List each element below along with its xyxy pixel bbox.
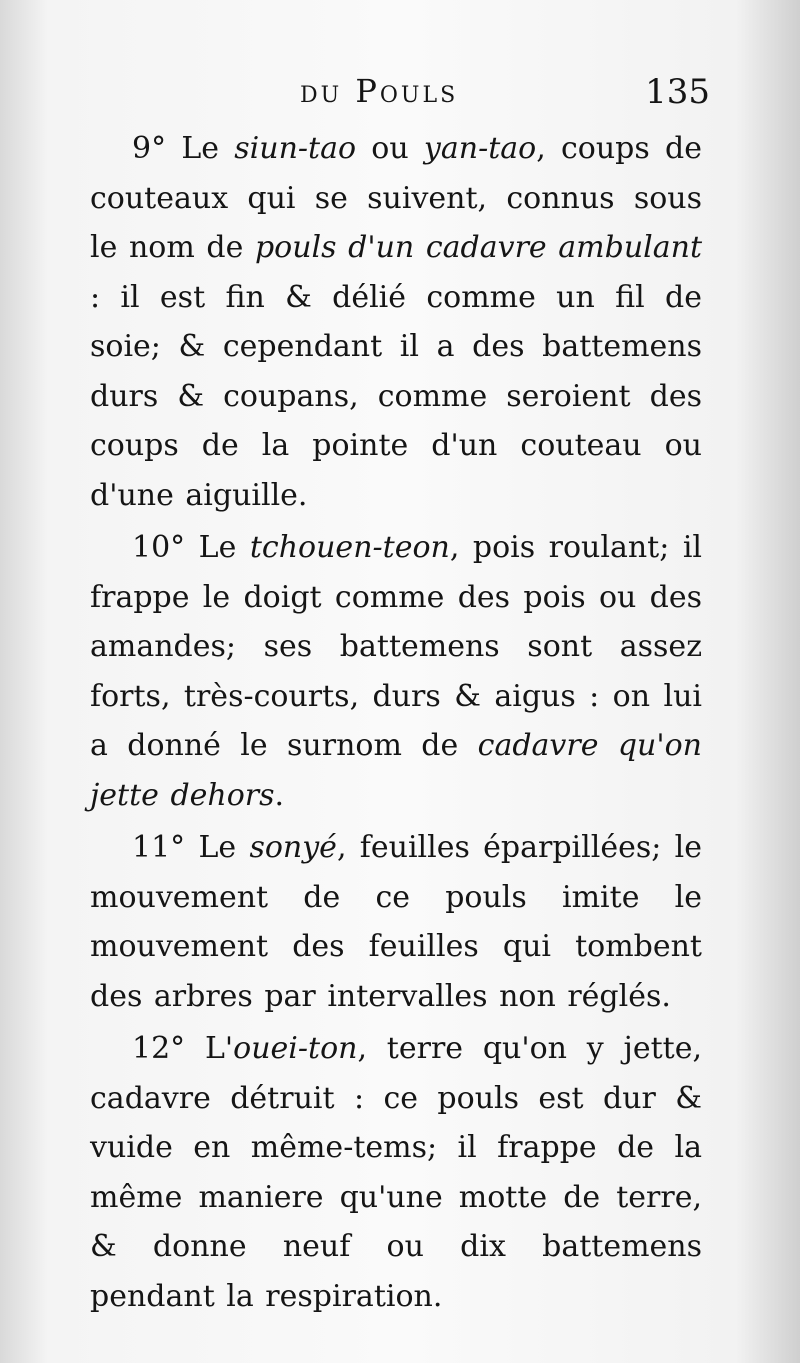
paragraph-number: 11°	[132, 830, 186, 865]
text-run: , coups de couteaux qui se suivent, connus sous le nom de	[90, 131, 702, 265]
pulse-nickname: cadavre qu'on jette dehors	[90, 728, 702, 813]
text-run: .	[274, 777, 285, 813]
text-run: , terre qu'on y jette, cadavre détruit : ce pouls est dur & vuide en même-tems; il frappe de la même maniere qu'une motte de terre, & donne neuf ou dix battemens pendant la respiration.	[90, 1031, 702, 1314]
paragraph-11	[90, 823, 702, 1021]
pulse-term: tchouen-teon	[249, 530, 450, 565]
running-title: du Pouls	[300, 72, 459, 110]
body-text	[90, 124, 702, 1324]
text-run: Le	[185, 530, 250, 565]
page-number: 135	[645, 72, 710, 112]
paragraph-10	[90, 523, 702, 820]
pulse-term: sonyé	[249, 830, 337, 865]
paragraph-12	[90, 1024, 702, 1321]
text-run: ou	[356, 131, 424, 166]
paragraph-9	[90, 124, 702, 520]
text-run: , pois roulant; il frappe le doigt comme des pois ou des amandes; ses battemens sont assez forts, très-courts, durs & aigus : on lui a donné le surnom de	[90, 530, 703, 763]
text-run: , feuilles éparpillées; le mouvement de ce pouls imite le mouvement des feuilles qui tombent des arbres par intervalles non réglés.	[90, 830, 702, 1014]
text-run: Le	[166, 131, 235, 166]
paragraph-number: 12°	[132, 1031, 186, 1066]
paragraph-number: 9°	[132, 131, 167, 166]
pulse-nickname: pouls d'un cadavre ambulant	[254, 230, 702, 265]
page-header	[300, 72, 710, 122]
pulse-term: ouei-ton	[233, 1031, 358, 1066]
pulse-term: yan-tao	[423, 131, 537, 166]
pulse-term: siun-tao	[234, 131, 357, 166]
paragraph-number: 10°	[132, 530, 186, 565]
text-run: Le	[185, 830, 250, 865]
text-run: L'	[185, 1031, 234, 1066]
text-run: : il est fin & délié comme un fil de soie; & cependant il a des battemens durs & coupans, comme seroient des coups de la pointe d'un couteau ou d'une aiguille.	[90, 279, 702, 513]
